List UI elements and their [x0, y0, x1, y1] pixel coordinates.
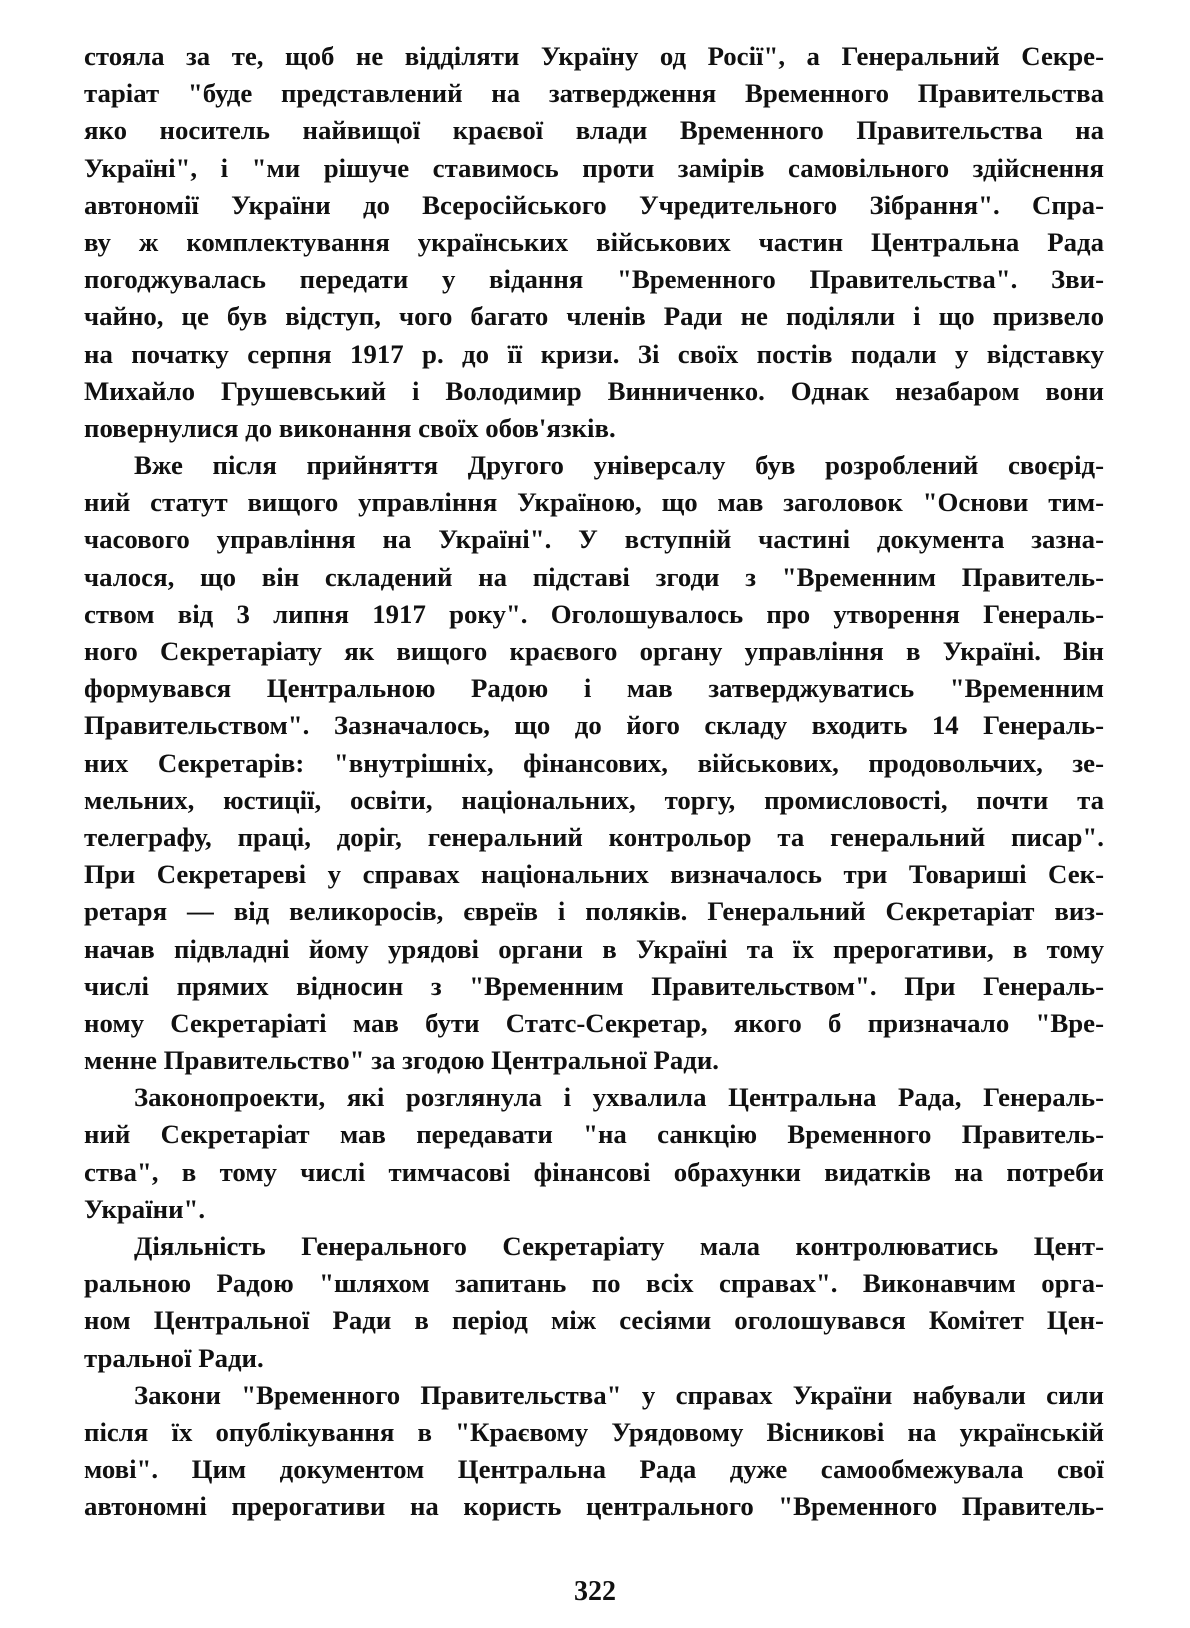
text-line: числі прямих відносин з "Временним Правительством". При Генераль-: [84, 970, 1104, 1001]
text-line: Вже після прийняття Другого універсалу був розроблений своєрід-: [134, 450, 1104, 481]
text-line: України".: [84, 1193, 206, 1224]
text-line: При Секретареві у справах національних визначалось три Товариші Сек-: [84, 859, 1104, 890]
text-line: ву ж комплектування українських військових частин Центральна Рада: [84, 226, 1104, 257]
text-line: ства", в тому числі тимчасові фінансові обрахунки видатків на потреби: [84, 1156, 1104, 1187]
text-line: Закони "Временного Правительства" у справах України набували сили: [134, 1379, 1104, 1410]
text-line: ретаря — від великоросів, євреїв і поляків. Генеральний Секретаріат виз-: [84, 896, 1104, 927]
text-line: мові". Цим документом Центральна Рада дуже самообмежувала свої: [84, 1454, 1104, 1485]
text-line: начав підвладні йому урядові органи в Україні та їх прерогативи, в тому: [84, 933, 1104, 964]
text-line: чалося, що він складений на підставі згоди з "Временним Правитель-: [84, 561, 1104, 592]
text-line: стояла за те, щоб не відділяти Україну од Росії", а Генеральний Секре-: [84, 41, 1104, 71]
text-line: формувався Центральною Радою і мав затверджуватись "Временним: [84, 673, 1104, 704]
text-line: Діяльність Генерального Секретаріату мала контролюватись Цент-: [134, 1231, 1104, 1261]
text-line: ному Секретаріаті мав бути Статс-Секретар, якого б призначало "Вре-: [84, 1007, 1104, 1038]
text-line: менне Правительство" за згодою Центральної Ради.: [84, 1045, 719, 1076]
page-number: 322: [574, 1576, 616, 1607]
text-line: Михайло Грушевський і Володимир Винниченко. Однак незабаром вони: [84, 375, 1104, 406]
text-line: Україні", і "ми рішуче ставимось проти замірів самовільного здійснення: [84, 152, 1104, 183]
text-line: на початку серпня 1917 р. до її кризи. Зі своїх постів подали у відставку: [84, 338, 1104, 369]
text-line: Правительством". Зазначалось, що до його складу входить 14 Генераль-: [84, 710, 1104, 741]
text-line: телеграфу, праці, доріг, генеральний контрольор та генеральний писар".: [84, 821, 1104, 852]
text-line: ний статут вищого управління Україною, що мав заголовок "Основи тим-: [84, 487, 1104, 518]
text-line: ного Секретаріату як вищого краєвого органу управління в Україні. Він: [84, 636, 1104, 666]
text-line: погоджувалась передати у відання "Временного Правительства". Зви-: [84, 264, 1104, 295]
text-line: тральної Ради.: [84, 1342, 264, 1373]
text-line: ством від 3 липня 1917 року". Оголошувалось про утворення Генераль-: [84, 598, 1104, 629]
text-line: таріат "буде представлений на затвердження Временного Правительства: [84, 78, 1104, 109]
text-line: повернулися до виконання своїх обов'язків.: [84, 412, 616, 443]
text-line: після їх опублікування в "Краєвому Урядовому Вісникові на українській: [84, 1416, 1104, 1447]
text-line: яко носитель найвищої краєвої влади Временного Правительства на: [84, 115, 1104, 146]
text-line: Законопроекти, які розглянула і ухвалила Центральна Рада, Генераль-: [134, 1082, 1104, 1113]
text-line: чайно, це був відступ, чого багато членів Ради не поділяли і що призвело: [84, 301, 1104, 332]
body-text: [84, 38, 1104, 1526]
text-line: часового управління на Україні". У вступній частині документа зазна-: [84, 524, 1104, 555]
text-line: ний Секретаріат мав передавати "на санкцію Временного Правитель-: [84, 1119, 1104, 1150]
text-line: мельних, юстиції, освіти, національних, торгу, промисловості, почти та: [84, 784, 1104, 815]
text-line: ном Центральної Ради в період між сесіями оголошувався Комітет Цен-: [84, 1305, 1104, 1336]
text-line: автономії України до Всеросійського Учредительного Зібрання". Спра-: [84, 189, 1104, 220]
text-line: ральною Радою "шляхом запитань по всіх справах". Виконавчим орга-: [84, 1268, 1104, 1299]
text-line: автономні прерогативи на користь центрального "Временного Правитель-: [84, 1491, 1104, 1522]
text-line: них Секретарів: "внутрішніх, фінансових, військових, продовольчих, зе-: [84, 747, 1104, 778]
